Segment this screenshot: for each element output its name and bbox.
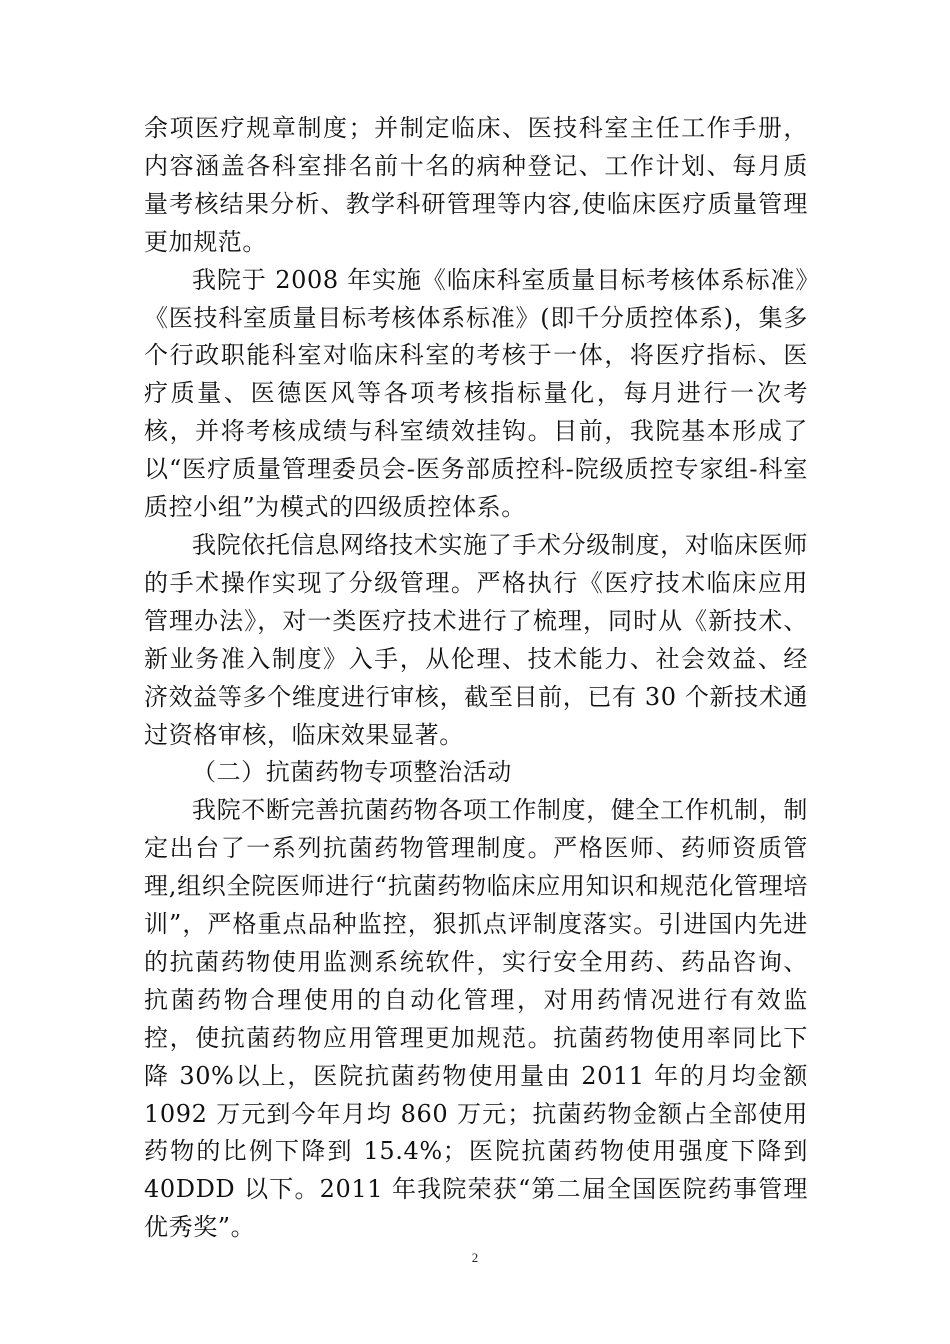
paragraph-surgery-grading: 我院依托信息网络技术实施了手术分级制度，对临床医师的手术操作实现了分级管理。严格执行《医疗技术临床应用管理办法》，对一类医疗技术进行了梳理，同时从《新技术、新业务准入制度》入手，从伦理、技术能力、社会效益、经济效益等多个维度进行审核，截至目前，已有 30 个新技术通过资格审核，临床效果显著。: [144, 530, 808, 749]
paragraph-antibiotics-management: 我院不断完善抗菌药物各项工作制度，健全工作机制，制定出台了一系列抗菌药物管理制度。严格医师、药师资质管理,组织全院医师进行“抗菌药物临床应用知识和规范化管理培训”，严格重点品种监控，狠抓点评制度落实。引进国内先进的抗菌药物使用监测系统软件，实行安全用药、药品咨询、抗菌药物合理使用的自动化管理，对用药情况进行有效监控，使抗菌药物应用管理更加规范。抗菌药物使用率同比下降 30%以上，医院抗菌药物使用量由 2011 年的月均金额 1092 万元到今年月均 860 万元；抗菌药物金额占全部使用药物的比例下降到 15.4%；医院抗菌药物使用强度下降到 40DDD 以下。2011 年我院荣获“第二届全国医院药事管理优秀奖”。: [144, 796, 808, 1242]
document-body: [144, 110, 808, 1247]
paragraph-continuation: 余项医疗规章制度；并制定临床、医技科室主任工作手册，内容涵盖各科室排名前十名的病种登记、工作计划、每月质量考核结果分析、教学科研管理等内容,使临床医疗质量管理更加规范。: [144, 114, 808, 256]
page-number: 2: [471, 1250, 479, 1265]
paragraph-quality-assessment: 我院于 2008 年实施《临床科室质量目标考核体系标准》《医技科室质量目标考核体系标准》(即千分质控体系)，集多个行政职能科室对临床科室的考核于一体，将医疗指标、医疗质量、医德医风等各项考核指标量化，每月进行一次考核，并将考核成绩与科室绩效挂钩。目前，我院基本形成了以“医疗质量管理委员会-医务部质控科-院级质控专家组-科室质控小组”为模式的四级质控体系。: [144, 265, 808, 522]
section-heading-antibiotics: （二）抗菌药物专项整治活动: [192, 758, 512, 787]
